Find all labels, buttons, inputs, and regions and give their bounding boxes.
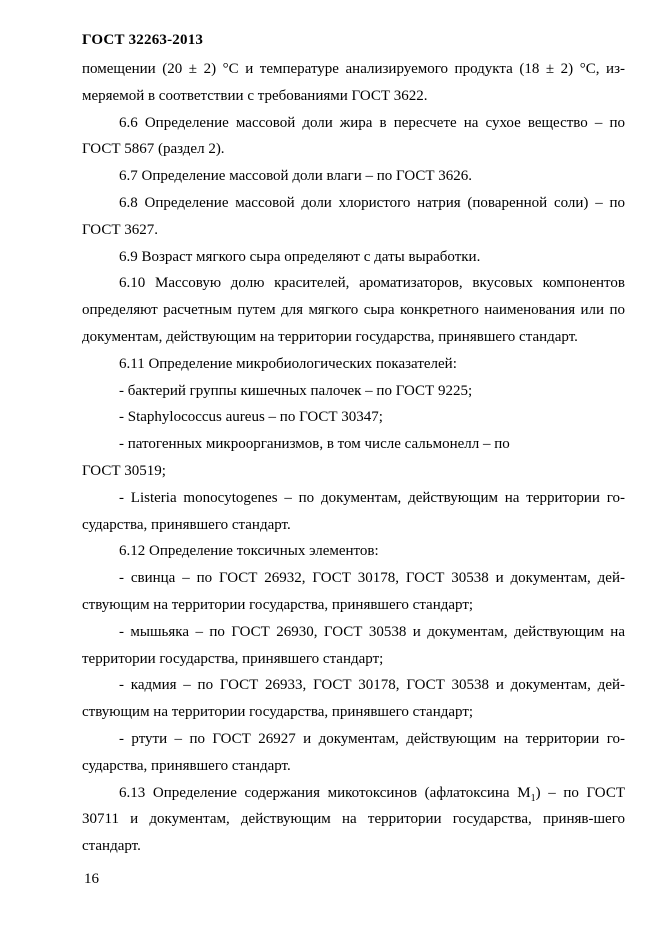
paragraph-continuation: помещении (20 ± 2) °С и температуре анализируемого продукта (18 ± 2) °С, из-меряемой в соответствии с требованиями ГОСТ 3622. [82,61,625,104]
list-item-listeria: - Listeria monocytogenes – по документам, действующим на территории го-сударства, принявшего стандарт. [82,489,625,533]
list-item-arsenic: - мышьяка – по ГОСТ 26930, ГОСТ 30538 и документам, действующим на территории государства, принявшего стандарт; [82,623,625,667]
paragraph-6-13-text-start: 6.13 Определение содержания микотоксинов (афлатоксина M [119,784,531,801]
list-item-lead: - свинца – по ГОСТ 26932, ГОСТ 30178, ГОСТ 30538 и документам, дей-ствующим на территории государства, принявшего стандарт; [82,570,625,613]
paragraph-6-7: 6.7 Определение массовой доли влаги – по ГОСТ 3626. [119,168,472,185]
list-item-cadmium: - кадмия – по ГОСТ 26933, ГОСТ 30178, ГОСТ 30538 и документам, дей-ствующим на территории государства, принявшего стандарт; [82,677,625,721]
list-item-coliform-bacteria: - бактерий группы кишечных палочек – по ГОСТ 9225; [119,382,473,399]
list-item-mercury: - ртути – по ГОСТ 26927 и документам, действующим на территории го-сударства, принявшего стандарт. [82,730,625,774]
list-item-staphylococcus: - Staphylococcus aureus – по ГОСТ 30347; [119,409,383,426]
paragraph-6-8: 6.8 Определение массовой доли хлористого натрия (поваренной соли) – по ГОСТ 3627. [82,194,625,238]
list-item-pathogens: - патогенных микроорганизмов, в том числе сальмонелл – по [119,436,510,453]
paragraph-6-13-text-end: ) – по ГОСТ 30711 и документам, действующим на территории государства, приняв-шего стандарт. [82,784,625,855]
document-body [82,56,625,860]
paragraph-6-12: 6.12 Определение токсичных элементов: [119,543,379,560]
page-number: 16 [84,871,99,887]
paragraph-6-10: 6.10 Массовую долю красителей, ароматизаторов, вкусовых компонентов определяют расчетным путем для мягкого сыра конкретного наименования или по документам, действующим на территории государства, принявшего стандарт. [82,275,625,345]
paragraph-6-6: 6.6 Определение массовой доли жира в пересчете на сухое вещество – по ГОСТ 5867 (раздел 2). [82,114,625,158]
paragraph-6-9: 6.9 Возраст мягкого сыра определяют с даты выработки. [119,248,481,265]
paragraph-6-13 [82,780,625,860]
list-item-pathogens-continuation: ГОСТ 30519; [82,462,166,479]
aflatoxin-subscript: 1 [530,792,536,804]
page-header-standard-number: ГОСТ 32263-2013 [82,32,204,48]
paragraph-6-11: 6.11 Определение микробиологических показателей: [119,355,457,372]
